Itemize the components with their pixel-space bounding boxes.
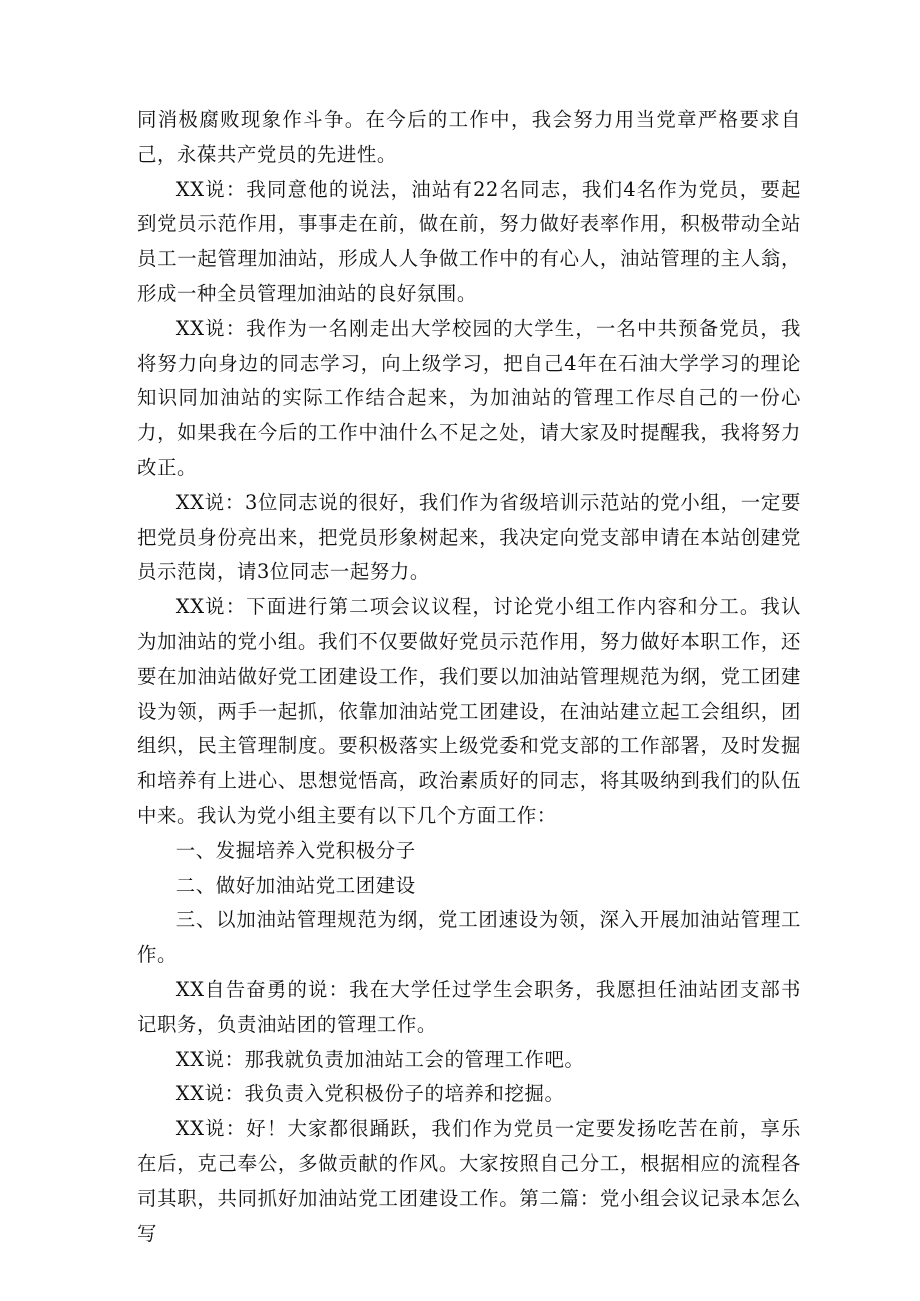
paragraph-1: 同消极腐败现象作斗争。在今后的工作中，我会努力用当党章严格要求自己，永葆共产党员的先进性。 (137, 108, 801, 166)
document-body (137, 103, 801, 1251)
paragraph-2: XX说：我同意他的说法，油站有22名同志，我们4名作为党员，要起到党员示范作用，事事走在前，做在前，努力做好表率作用，积极带动全站员工一起管理加油站，形成人人争做工作中的有心人，油站管理的主人翁，形成一种全员管理加油站的良好氛围。 (137, 177, 801, 305)
list-item-3: 三、以加油站管理规范为纲，党工团速设为领，深入开展加油站管理工作。 (137, 908, 801, 967)
list-item-1: 一、发掘培养入党积极分子 (175, 838, 416, 862)
paragraph-6: XX自告奋勇的说：我在大学任过学生会职务，我愿担任油站团支部书记职务，负责油站团的管理工作。 (137, 977, 801, 1036)
paragraph-7: XX说：那我就负责加油站工会的管理工作吧。 (175, 1047, 585, 1071)
paragraph-9: XX说：好！大家都很踊跃，我们作为党员一定要发扬吃苦在前，享乐在后，克己奉公，多做贡献的作风。大家按照自己分工，根据相应的流程各司其职，共同抓好加油站党工团建设工作。第二篇：党小组会议记录本怎么写 (137, 1117, 801, 1245)
paragraph-8: XX说：我负责入党积极份子的培养和挖掘。 (175, 1082, 565, 1106)
paragraph-4: XX说：3位同志说的很好，我们作为省级培训示范站的党小组，一定要把党员身份亮出来，把党员形象树起来，我决定向党支部申请在本站创建党员示范岗，请3位同志一起努力。 (137, 490, 801, 584)
list-item-2: 二、做好加油站党工团建设 (175, 873, 416, 897)
paragraph-5: XX说：下面进行第二项会议议程，讨论党小组工作内容和分工。我认为加油站的党小组。我们不仅要做好党员示范作用，努力做好本职工作，还要在加油站做好党工团建设工作，我们要以加油站管理规范为纲，党工团建设为领，两手一起抓，依靠加油站党工团建设，在油站建立起工会组织，团组织，民主管理制度。要积极落实上级党委和党支部的工作部署，及时发掘和培养有上进心、思想觉悟高，政治素质好的同志，将其吸纳到我们的队伍中来。我认为党小组主要有以下几个方面工作： (137, 595, 801, 827)
paragraph-3: XX说：我作为一名刚走出大学校园的大学生，一名中共预备党员，我将努力向身边的同志学习，向上级学习，把自己4年在石油大学学习的理论知识同加油站的实际工作结合起来，为加油站的管理工作尽自己的一份心力，如果我在今后的工作中油什么不足之处，请大家及时提醒我，我将努力改正。 (137, 316, 801, 479)
